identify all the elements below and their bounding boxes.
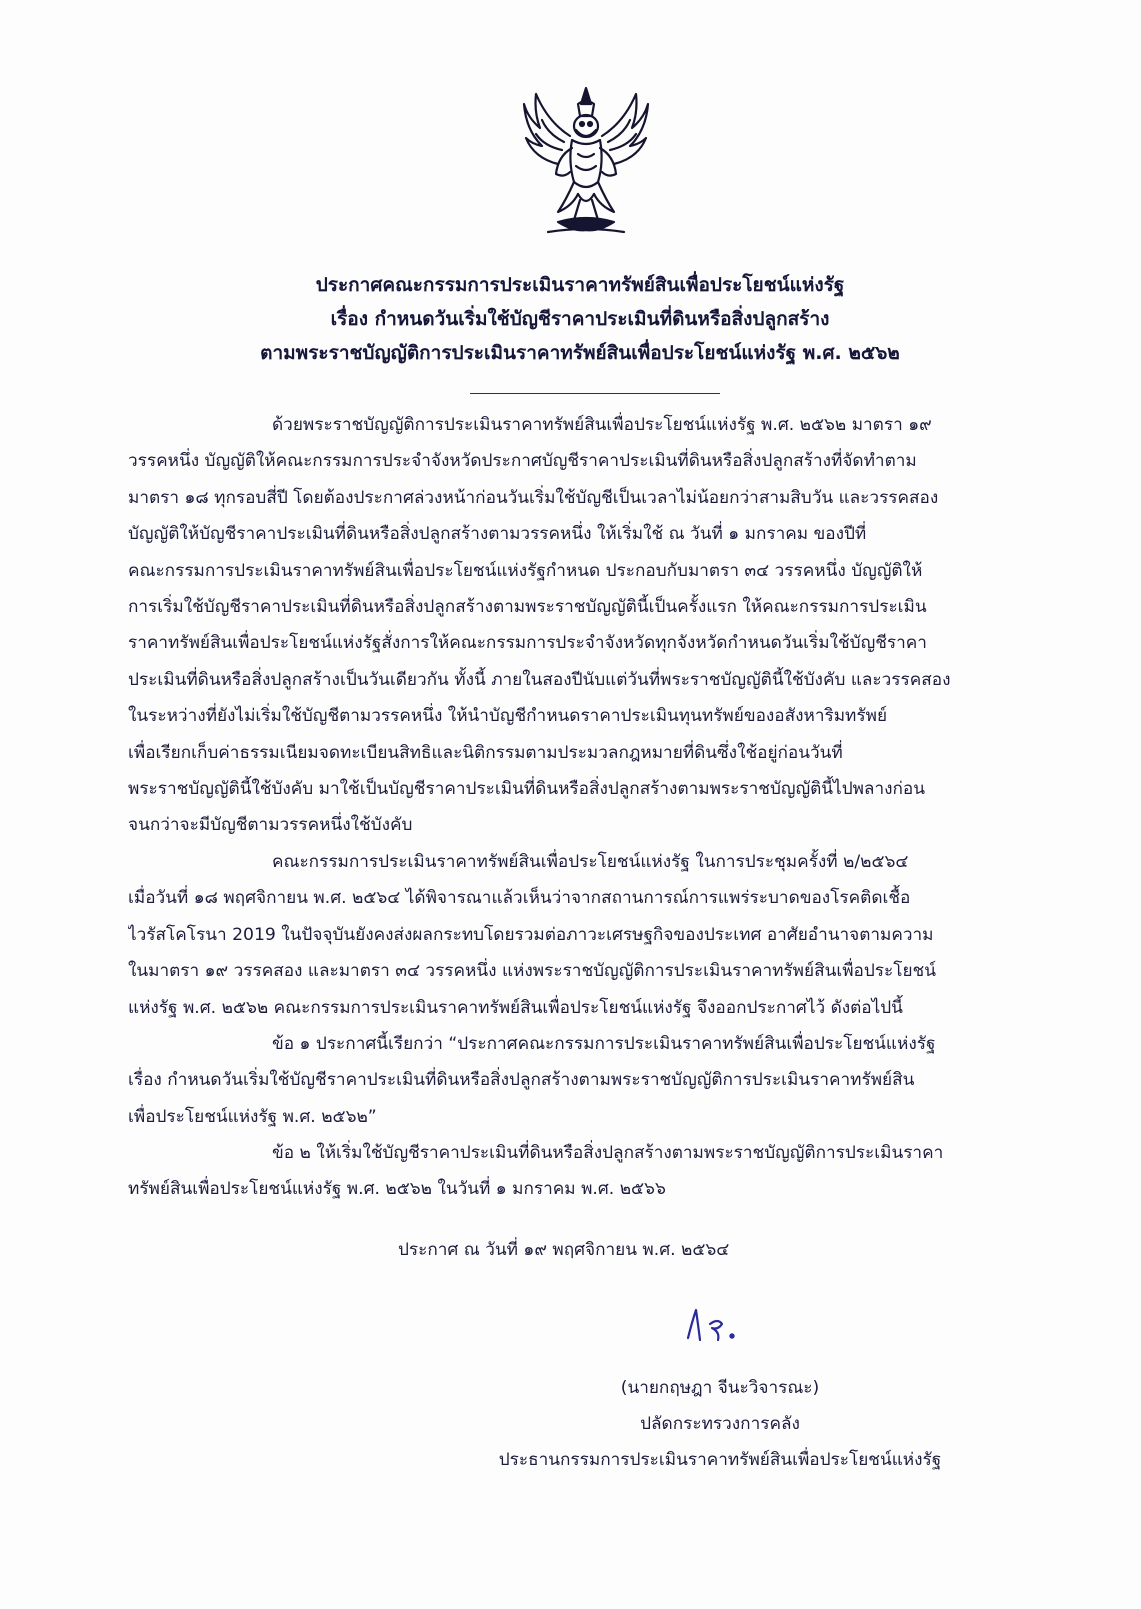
garuda-emblem-icon (518, 82, 654, 244)
text-line: แห่งรัฐ พ.ศ. ๒๕๖๒ คณะกรรมการประเมินราคาทรัพย์สินเพื่อประโยชน์แห่งรัฐ จึงออกประกาศไว้ ดังต่อไปนี้ (128, 997, 903, 1018)
text-line: ในมาตรา ๑๙ วรรคสอง และมาตรา ๓๔ วรรคหนึ่ง แห่งพระราชบัญญัติการประเมินราคาทรัพย์สินเพื่อประโยชน์ (128, 961, 936, 982)
signer-block (440, 1370, 1000, 1478)
text-line: คณะกรรมการประเมินราคาทรัพย์สินเพื่อประโยชน์แห่งรัฐกำหนด ประกอบกับมาตรา ๓๔ วรรคหนึ่ง บัญญัติให้ (128, 560, 923, 581)
text-line: บัญญัติให้บัญชีราคาประเมินที่ดินหรือสิ่งปลูกสร้างตามวรรคหนึ่ง ให้เริ่มใช้ ณ วันที่ ๑ มกราคม ของปีที่ (128, 524, 867, 545)
signer-position: ปลัดกระทรวงการคลัง (640, 1414, 800, 1434)
handwritten-signature-icon (678, 1302, 768, 1346)
paragraph-committee-decision (128, 844, 1038, 1026)
text-line: ในระหว่างที่ยังไม่เริ่มใช้บัญชีตามวรรคหนึ่ง ให้นำบัญชีกำหนดราคาประเมินทุนทรัพย์ของอสังหาริมทรัพย์ (128, 706, 888, 727)
paragraph-preamble (128, 407, 1038, 844)
text-line: เมื่อวันที่ ๑๘ พฤศจิกายน พ.ศ. ๒๕๖๔ ได้พิจารณาแล้วเห็นว่าจากสถานการณ์การแพร่ระบาดของโรคติดเชื้อ (128, 888, 911, 909)
clause-2 (128, 1135, 1038, 1208)
text-line: เพื่อประโยชน์แห่งรัฐ พ.ศ. ๒๕๖๒” (128, 1106, 377, 1127)
text-line: จนกว่าจะมีบัญชีตามวรรคหนึ่งใช้บังคับ (128, 815, 413, 836)
text-line: ข้อ ๒ ให้เริ่มใช้บัญชีราคาประเมินที่ดินหรือสิ่งปลูกสร้างตามพระราชบัญญัติการประเมินราคา (272, 1143, 944, 1163)
text-line: เพื่อเรียกเก็บค่าธรรมเนียมจดทะเบียนสิทธิและนิติกรรมตามประมวลกฎหมายที่ดินซึ่งใช้อยู่ก่อนวันที่ (128, 742, 843, 763)
text-line: ทรัพย์สินเพื่อประโยชน์แห่งรัฐ พ.ศ. ๒๕๖๒ ในวันที่ ๑ มกราคม พ.ศ. ๒๕๖๖ (128, 1179, 666, 1200)
text-line: การเริ่มใช้บัญชีราคาประเมินที่ดินหรือสิ่งปลูกสร้างตามพระราชบัญญัตินี้เป็นครั้งแรก ให้คณะกรรมการประเมิน (128, 596, 927, 617)
title-line-2: เรื่อง กำหนดวันเริ่มใช้บัญชีราคาประเมินที่ดินหรือสิ่งปลูกสร้าง (330, 308, 830, 330)
text-line: วรรคหนึ่ง บัญญัติให้คณะกรรมการประจำจังหวัดประกาศบัญชีราคาประเมินที่ดินหรือสิ่งปลูกสร้างที่จัดทำตาม (128, 451, 917, 472)
text-line: ด้วยพระราชบัญญัติการประเมินราคาทรัพย์สินเพื่อประโยชน์แห่งรัฐ พ.ศ. ๒๕๖๒ มาตรา ๑๙ (272, 415, 932, 435)
title-line-3: ตามพระราชบัญญัติการประเมินราคาทรัพย์สินเพื่อประโยชน์แห่งรัฐ พ.ศ. ๒๕๖๒ (260, 342, 900, 364)
text-line: เรื่อง กำหนดวันเริ่มใช้บัญชีราคาประเมินที่ดินหรือสิ่งปลูกสร้างตามพระราชบัญญัติการประเมินราคาทรัพย์สิน (128, 1070, 915, 1091)
text-line: ข้อ ๑ ประกาศนี้เรียกว่า “ประกาศคณะกรรมการประเมินราคาทรัพย์สินเพื่อประโยชน์แห่งรัฐ (272, 1034, 936, 1054)
title-divider (470, 393, 720, 394)
text-line: ราคาทรัพย์สินเพื่อประโยชน์แห่งรัฐสั่งการให้คณะกรรมการประจำจังหวัดทุกจังหวัดกำหนดวันเริ่มใช้บัญชีราคา (128, 633, 927, 654)
text-line: ประเมินที่ดินหรือสิ่งปลูกสร้างเป็นวันเดียวกัน ทั้งนี้ ภายในสองปีนับแต่วันที่พระราชบัญญัตินี้ใช้บังคับ และวรรคสอง (128, 669, 951, 690)
text-line: มาตรา ๑๘ ทุกรอบสี่ปี โดยต้องประกาศล่วงหน้าก่อนวันเริ่มใช้บัญชีเป็นเวลาไม่น้อยกว่าสามสิบวัน และวรรคสอง (128, 487, 939, 508)
title-line-1: ประกาศคณะกรรมการประเมินราคาทรัพย์สินเพื่อประโยชน์แห่งรัฐ (315, 274, 845, 296)
announcement-title (120, 268, 1040, 370)
text-line: ไวรัสโคโรนา 2019 ในปัจจุบันยังคงส่งผลกระทบโดยรวมต่อภาวะเศรษฐกิจของประเทศ อาศัยอำนาจตามความ (128, 924, 934, 945)
text-line: พระราชบัญญัตินี้ใช้บังคับ มาใช้เป็นบัญชีราคาประเมินที่ดินหรือสิ่งปลูกสร้างตามพระราชบัญญัตินี้ไปพลางก่อน (128, 778, 925, 799)
signer-role: ประธานกรรมการประเมินราคาทรัพย์สินเพื่อประโยชน์แห่งรัฐ (498, 1450, 942, 1470)
clause-1 (128, 1026, 1038, 1135)
signer-name: (นายกฤษฎา จีนะวิจารณะ) (620, 1378, 820, 1398)
announcement-date: ประกาศ ณ วันที่ ๑๙ พฤศจิกายน พ.ศ. ๒๕๖๔ (398, 1240, 730, 1260)
text-line: คณะกรรมการประเมินราคาทรัพย์สินเพื่อประโยชน์แห่งรัฐ ในการประชุมครั้งที่ ๒/๒๕๖๔ (272, 852, 909, 872)
